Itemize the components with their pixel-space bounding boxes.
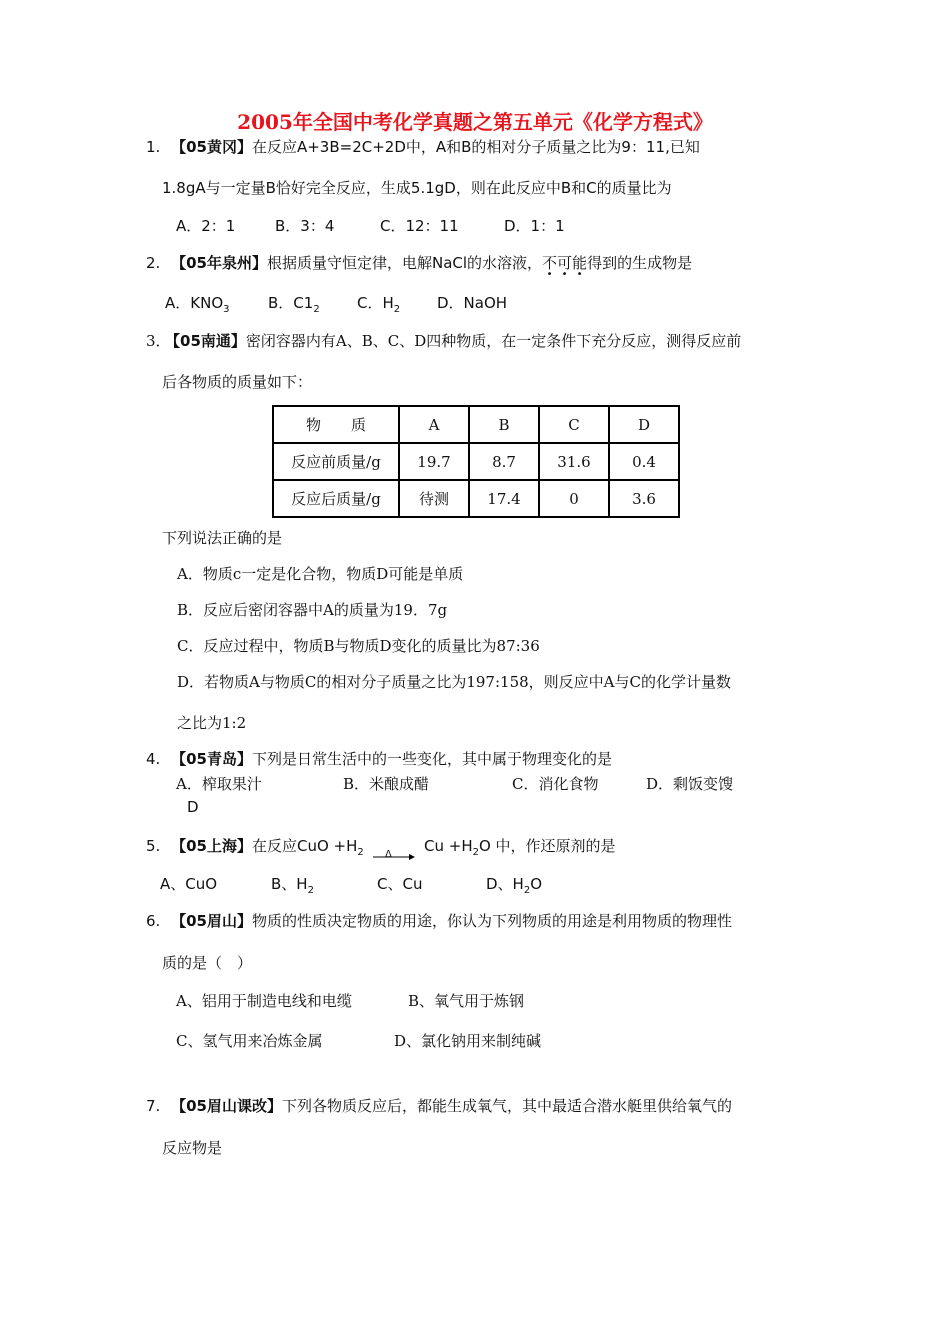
table-cell: 0 xyxy=(539,480,609,517)
table-cell: 17.4 xyxy=(469,480,539,517)
question-1-line-2: 1.8gA与一定量B恰好完全反应，生成5.1gD，则在此反应中B和C的质量比为 xyxy=(162,179,672,197)
question-7 xyxy=(146,1095,732,1116)
question-text: 密闭容器内有A、B、C、D四种物质，在一定条件下充分反应，测得反应前 xyxy=(245,332,742,350)
question-number: 3． xyxy=(146,332,171,350)
question-text: 下列是日常生活中的一些变化，其中属于物理变化的是 xyxy=(251,750,612,768)
question-6-line-2: 质的是（ ） xyxy=(162,954,253,972)
table-header-cell: D xyxy=(609,406,679,443)
question-5-text-2: $Cu +H_2O$ 中，作还原剂的是 xyxy=(424,837,616,858)
table-cell: 31.6 xyxy=(539,443,609,480)
question-text: 根据质量守恒定律，电解NaCl的水溶液， xyxy=(266,254,543,272)
question-number: 1. xyxy=(146,138,161,156)
question-5: 5. 【05上海】在反应CuO $+H_2$ xyxy=(146,837,364,858)
question-6-option-d: D、氯化钠用来制纯碱 xyxy=(394,1032,542,1050)
question-4-answer: D xyxy=(187,798,199,816)
question-7-line-2: 反应物是 xyxy=(162,1139,223,1157)
question-4-option-b: B．米酿成醋 xyxy=(343,775,430,793)
table-cell: 3.6 xyxy=(609,480,679,517)
table-header-cell: A xyxy=(399,406,469,443)
question-source: 【05南通】 xyxy=(172,332,246,350)
question-3-prompt: 下列说法正确的是 xyxy=(162,529,283,547)
question-2-option-a: A．$KNO_3$ xyxy=(165,294,230,315)
question-number: 7. xyxy=(146,1097,161,1115)
question-6-option-b: B、氧气用于炼钢 xyxy=(408,992,525,1010)
question-5-option-a: A、CuO xyxy=(160,875,218,893)
question-3-option-d-line-2: 之比为1:2 xyxy=(177,714,247,732)
question-source: 【05眉山课改】 xyxy=(171,1097,282,1115)
question-3-option-c: C．反应过程中，物质B与物质D变化的质量比为87:36 xyxy=(177,637,540,655)
question-source: 【05眉山】 xyxy=(171,912,252,930)
table-cell: 待测 xyxy=(399,480,469,517)
question-4-option-c: C．消化食物 xyxy=(512,775,599,793)
emphasis-char: 可 • xyxy=(557,254,573,280)
question-1-option-d: D．1：1 xyxy=(504,217,565,235)
question-6-option-a: A、铝用于制造电线和电缆 xyxy=(176,992,352,1010)
question-1-option-a: A．2：1 xyxy=(176,217,236,235)
table-header-cell: B xyxy=(469,406,539,443)
page-title: 2005年全国中考化学真题之第五单元《化学方程式》 xyxy=(237,110,713,134)
table-header-cell: 物 质 xyxy=(273,406,399,443)
table-header-row xyxy=(273,406,679,443)
question-6-option-c: C、氢气用来冶炼金属 xyxy=(176,1032,323,1050)
table-cell: 0.4 xyxy=(609,443,679,480)
table-header-cell: C xyxy=(539,406,609,443)
question-text: 在反应CuO +H xyxy=(251,837,358,855)
reaction-arrow-icon xyxy=(373,850,415,864)
question-4-option-d: D．剩饭变馊 xyxy=(646,775,734,793)
question-2-option-b: B．$C1_2$ xyxy=(268,294,320,315)
question-source: 【05上海】 xyxy=(171,837,252,855)
question-3-line-2: 后各物质的质量如下： xyxy=(162,373,313,391)
question-3-option-a: A．物质c一定是化合物，物质D可能是单质 xyxy=(177,565,464,583)
question-number: 5. xyxy=(146,837,161,855)
table-row xyxy=(273,443,679,480)
table-cell: 反应后质量/g xyxy=(273,480,399,517)
mass-table xyxy=(272,405,680,518)
question-text-end: 得到的生成物是 xyxy=(587,254,693,272)
table-cell: 反应前质量/g xyxy=(273,443,399,480)
emphasis-char: 不 • xyxy=(542,254,558,280)
question-source: 【05黄冈】 xyxy=(171,138,252,156)
question-4 xyxy=(146,748,612,769)
table-cell: 8.7 xyxy=(469,443,539,480)
question-2 xyxy=(146,252,693,280)
table-cell: 19.7 xyxy=(399,443,469,480)
question-number: 6. xyxy=(146,912,161,930)
question-text: 在反应A+3B=2C+2D中，A和B的相对分子质量之比为9：11,已知 xyxy=(251,138,700,156)
question-5-option-d: D、$H_2O$ xyxy=(486,875,543,896)
question-5-option-c: C、Cu xyxy=(377,875,423,893)
heat-symbol: Δ xyxy=(385,849,392,860)
question-1-option-b: B．3：4 xyxy=(275,217,335,235)
question-5-option-b: B、$H_2$ xyxy=(271,875,314,896)
question-4-option-a: A．榨取果汁 xyxy=(176,775,262,793)
question-6 xyxy=(146,910,732,931)
emphasis-char: 能 • xyxy=(572,254,588,280)
question-text: 下列各物质反应后，都能生成氧气，其中最适合潜水艇里供给氧气的 xyxy=(281,1097,732,1115)
question-text: 物质的性质决定物质的用途，你认为下列物质的用途是利用物质的物理性 xyxy=(251,912,732,930)
question-2-option-d: D．NaOH xyxy=(437,294,508,312)
question-2-option-c: C．$H_2$ xyxy=(357,294,401,315)
question-3-option-b: B．反应后密闭容器中A的质量为19．7g xyxy=(177,601,448,619)
question-1 xyxy=(146,136,700,157)
table-row xyxy=(273,480,679,517)
question-number: 4. xyxy=(146,750,161,768)
question-source: 【05年泉州】 xyxy=(171,254,267,272)
question-3 xyxy=(146,330,741,351)
question-3-option-d: D．若物质A与物质C的相对分子质量之比为197:158，则反应中A与C的化学计量数 xyxy=(177,673,731,691)
question-number: 2. xyxy=(146,254,161,272)
question-source: 【05青岛】 xyxy=(171,750,252,768)
question-1-option-c: C．12：11 xyxy=(380,217,459,235)
